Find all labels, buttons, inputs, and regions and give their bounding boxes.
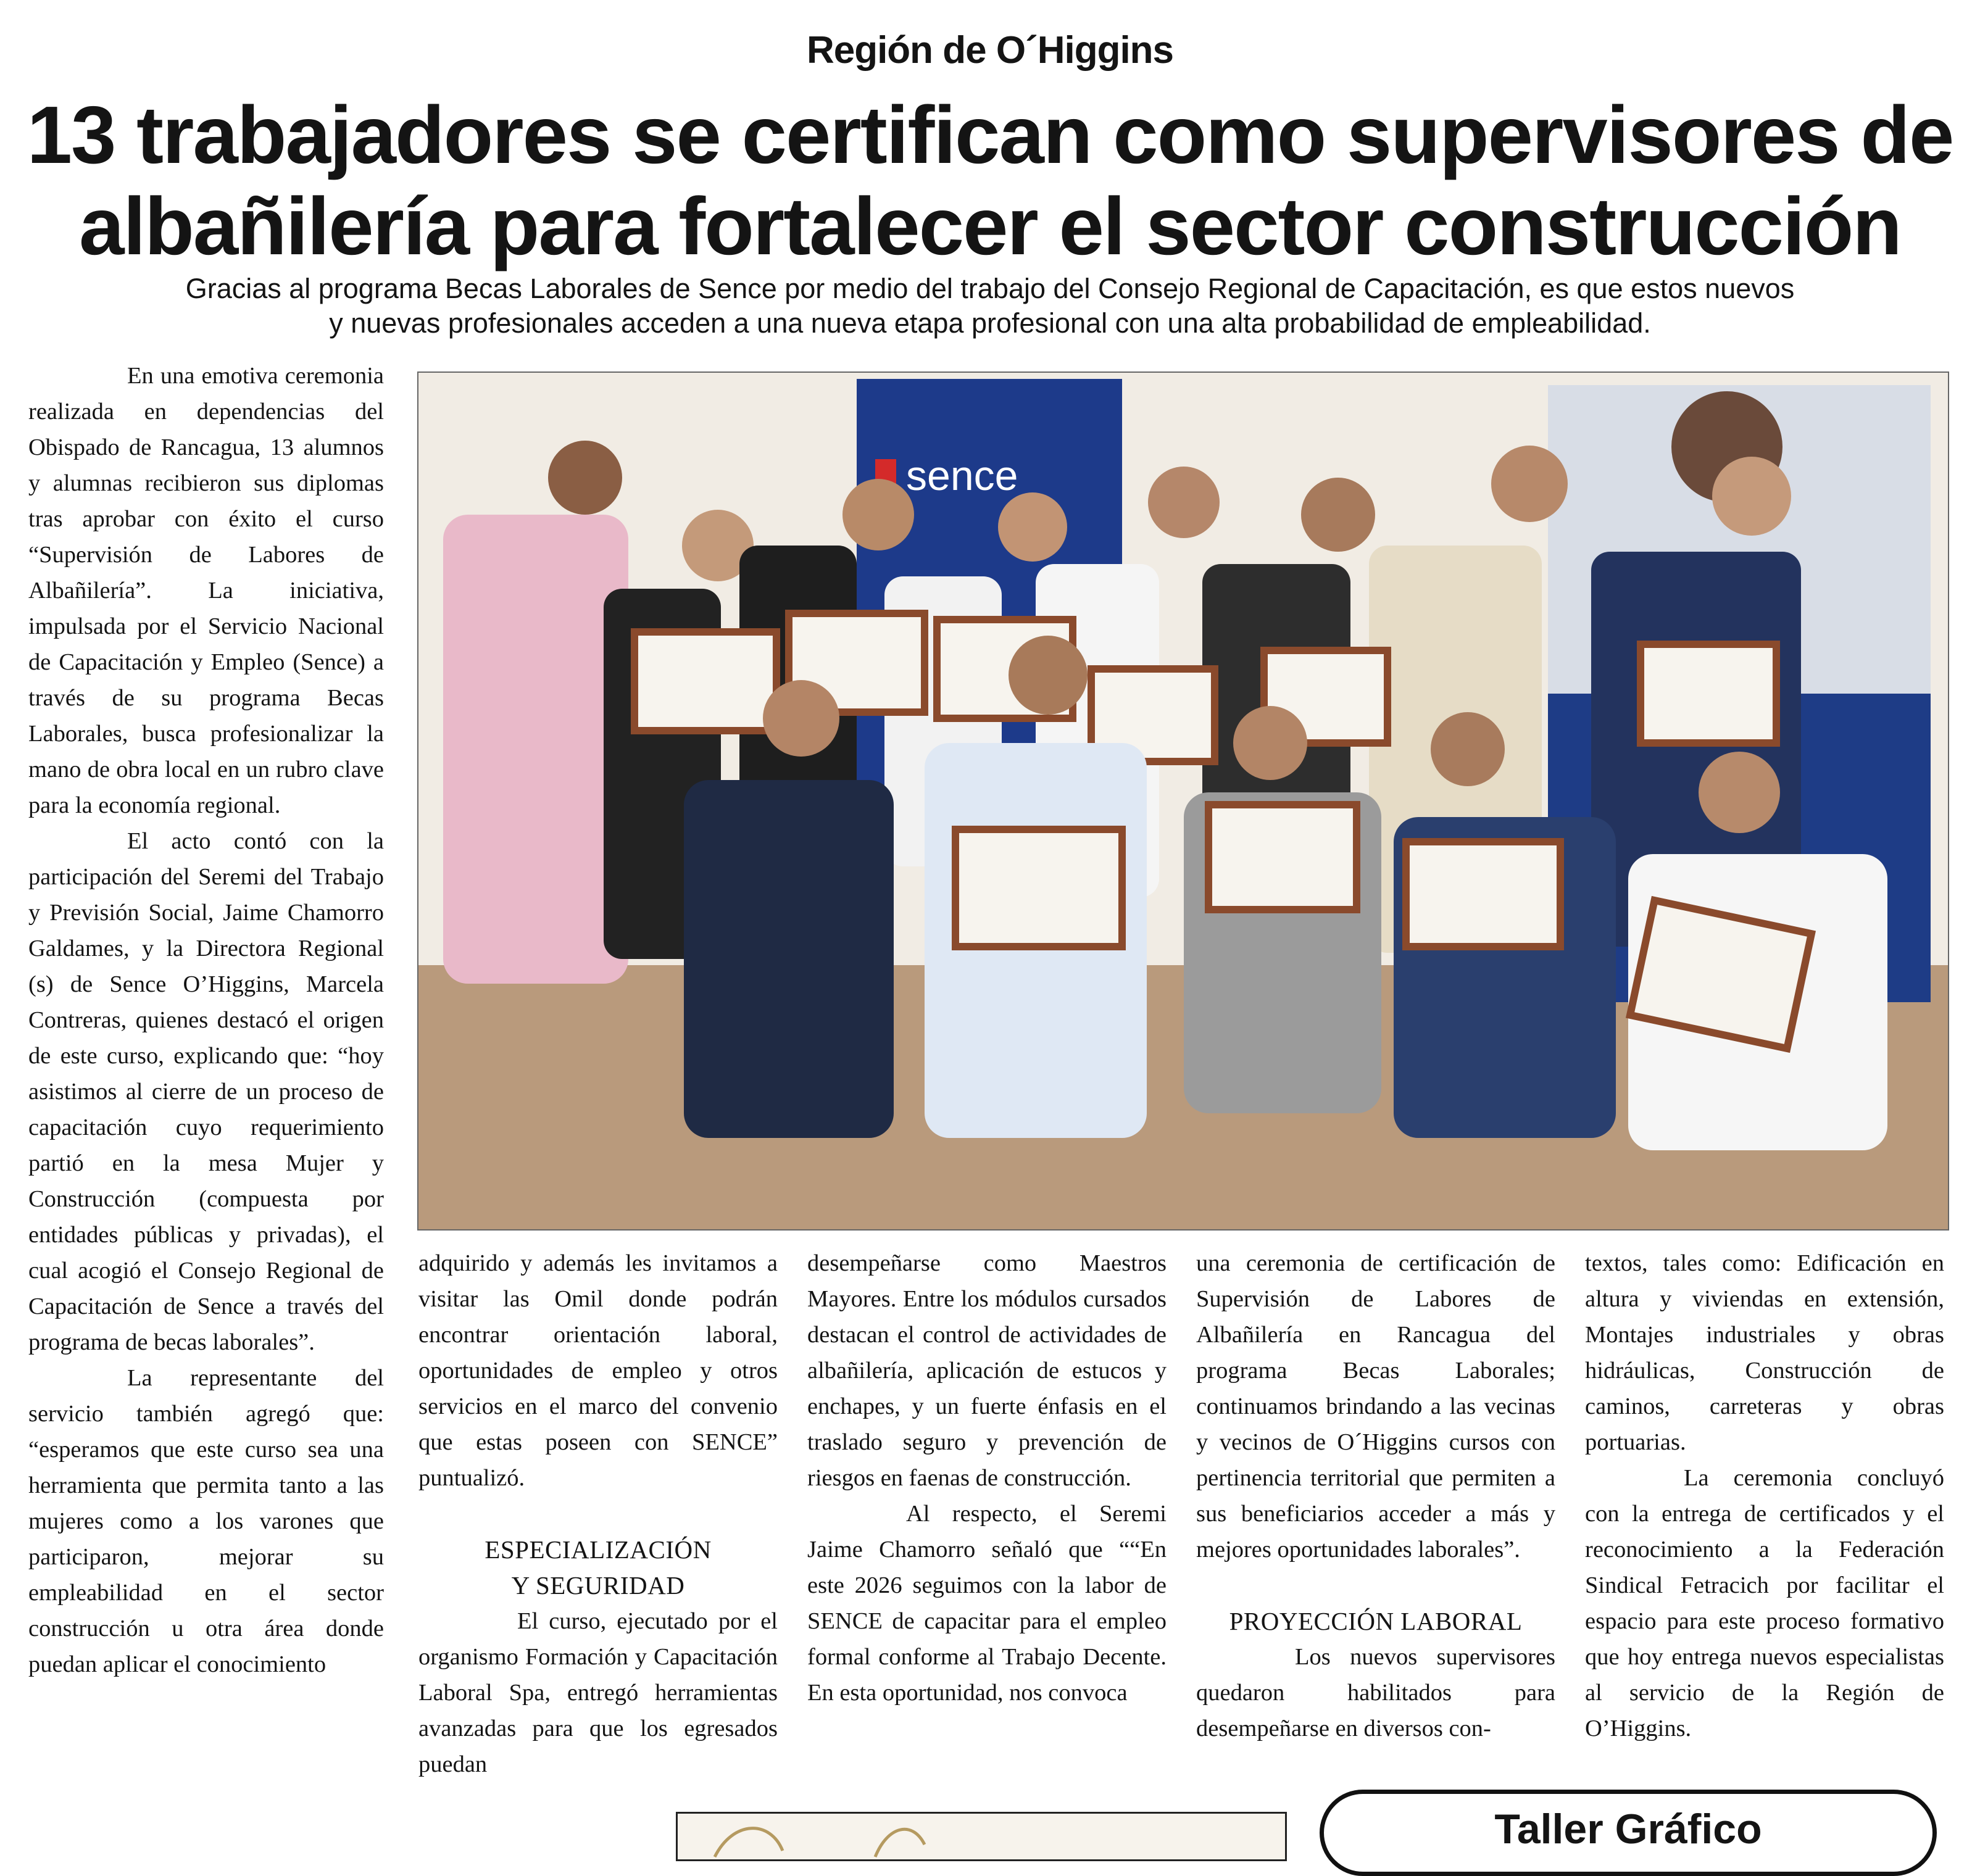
article-column-4	[1196, 1245, 1555, 1746]
script-signature-graphic	[678, 1814, 1285, 1859]
paragraph: El acto contó con la participación del Seremi del Trabajo y Previsión Social, Jaime Chamorro Galdames, y la Directora Regional (s) de Sence O’Higgins, Marcela Contreras, quienes destacó el origen de este curso, explicando que: “hoy asistimos al cierre de un proceso de capacitación cuyo requerimiento partió en la mesa Mujer y Construcción (compuesta por entidades públicas y privadas), el cual acogió el Consejo Regional de Capacitación de Sence a través del programa de becas laborales”.	[28, 828, 384, 1355]
promo-title: Taller Gráfico	[1494, 1806, 1762, 1853]
paragraph: El curso, ejecutado por el organismo Formación y Capacitación Laboral Spa, entregó herramientas avanzadas para que los egresados puedan	[418, 1608, 778, 1777]
paragraph: Al respecto, el Seremi Jaime Chamorro señaló que ““En este 2026 seguimos con la labor de SENCE de capacitar para el empleo formal conforme al Trabajo Decente. En esta oportunidad, nos convoca	[807, 1501, 1167, 1706]
promo-box-left	[676, 1812, 1287, 1861]
subheading-especializacion: ESPECIALIZACIÓN Y SEGURIDAD	[485, 1535, 712, 1600]
paragraph: En una emotiva ceremonia realizada en dependencias del Obispado de Rancagua, 13 alumnos y alumnas recibieron sus diplomas tras aprobar con éxito el curso “Supervisión de Labores de Albañilería”. La iniciativa, impulsada por el Servicio Nacional de Capacitación y Empleo (Sence) a través de su programa Becas Laborales, busca profesionalizar la mano de obra local en un rubro clave para la economía regional.	[28, 363, 384, 818]
paragraph: adquirido y además les invitamos a visitar las Omil donde podrán encontrar orientación laboral, oportunidades de empleo y otros servicios en el marco del convenio que estas poseen con SENCE” puntualizó.	[418, 1250, 778, 1491]
headline-line-1: 13 trabajadores se certifican como supervisores de	[27, 89, 1953, 180]
paragraph: textos, tales como: Edificación en altura y viviendas en extensión, Montajes industriales y obras hidráulicas, Construcción de caminos, carreteras y obras portuarias.	[1585, 1250, 1944, 1455]
group-photo-illustration	[418, 373, 1948, 1229]
subheading-proyeccion: PROYECCIÓN LABORAL	[1229, 1607, 1523, 1635]
headline-line-2: albañilería para fortalecer el sector construcción	[79, 181, 1901, 272]
article-column-1	[28, 358, 384, 1682]
article-photo	[417, 371, 1949, 1231]
article-column-3	[807, 1245, 1167, 1711]
paragraph: Los nuevos supervisores quedaron habilitados para desempeñarse en diversos con-	[1196, 1644, 1555, 1741]
article-column-5	[1585, 1245, 1944, 1746]
subheadline-line-2: y nuevas profesionales acceden a una nueva etapa profesional con una alta probabilidad de empleabilidad.	[329, 307, 1651, 339]
paragraph: La ceremonia concluyó con la entrega de certificados y el reconocimiento a la Federación Sindical Fetracich por facilitar el espacio para este proceso formativo que hoy entrega nuevos especialistas al servicio de la Región de O’Higgins.	[1585, 1465, 1944, 1741]
article-column-2	[418, 1245, 778, 1782]
subheadline-line-1: Gracias al programa Becas Laborales de Sence por medio del trabajo del Consejo Regional de Capacitación, es que estos nuevos	[185, 273, 1795, 304]
section-kicker: Región de O´Higgins	[806, 29, 1174, 72]
subheadline	[37, 272, 1943, 341]
promo-box-taller-grafico	[1320, 1790, 1937, 1876]
paragraph: La representante del servicio también agregó que: “esperamos que este curso sea una herramienta que permita tanto a las mujeres como a los varones que participaron, mejorar su empleabilidad en el sector construcción u otra área donde puedan aplicar el conocimiento	[28, 1365, 384, 1677]
sence-logo-text: sence	[906, 452, 1018, 499]
paragraph: desempeñarse como Maestros Mayores. Entre los módulos cursados destacan el control de actividades de albañilería, aplicación de estucos y enchapes, y un fuerte énfasis en el traslado seguro y prevención de riesgos en faenas de construcción.	[807, 1250, 1167, 1491]
paragraph: una ceremonia de certificación de Supervisión de Labores de Albañilería en Rancagua del programa Becas Laborales; continuamos brindando a las vecinas y vecinos de O´Higgins cursos con pertinencia territorial que permiten a sus beneficiarios acceder a más y mejores oportunidades laborales”.	[1196, 1250, 1555, 1563]
headline	[19, 89, 1961, 272]
